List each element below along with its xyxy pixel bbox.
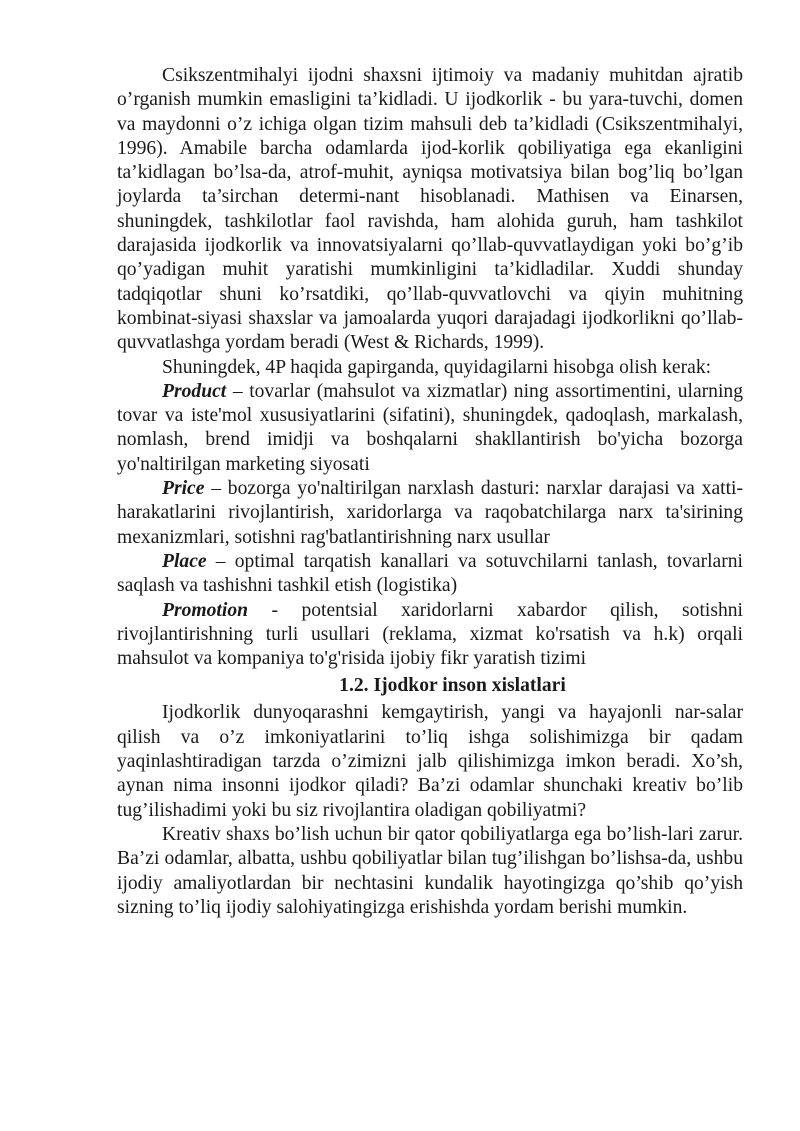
term-promotion: Promotion [162,599,249,621]
term-product: Product [162,380,227,402]
term-place: Place [162,550,207,572]
definition-price: – bozorga yo'naltirilgan narxlash dasturi: narxlar darajasi va xatti-harakatlarini rivojlantirish, xaridorlarga va raqobatchilarga narx ta'sirining mexanizmlari, sotishni rag'batlantirishning narx usullar [117,478,743,548]
section-heading: 1.2. Ijodkor inson xislatlari [339,675,566,697]
document-page [117,64,743,920]
paragraph-4p-intro: Shuningdek, 4P haqida gapirganda, quyidagilarni hisobga olish kerak: [162,356,712,378]
paragraph-kreativ-shaxs: Kreativ shaxs bo’lish uchun bir qator qobiliyatlarga ega bo’lish-lari zarur. Ba’zi odamlar, albatta, ushbu qobiliyatlar bilan tug’ilishgan bo’lishsa-da, ushbu ijodiy amaliyotlardan bir nechtasini kundalik hayotingizga qo’shib qo’yish sizning to’liq ijodiy salohiyatingizga erishishda yordam berishi mumkin. [117,823,743,918]
term-price: Price [162,478,205,500]
paragraph-product [117,380,743,477]
paragraph-place [117,550,743,599]
definition-promotion: - potentsial xaridorlarni xabardor qilish, sotishni rivojlantirishning turli usullari (reklama, xizmat ko'rsatish va h.k) orqali mahsulot va kompaniya to'g'risida ijobiy fikr yaratish tizimi [117,599,743,670]
definition-product: – tovarlar (mahsulot va xizmatlar) ning assortimentini, ularning tovar va iste'mol xususiyatlarini (sifatini), shuningdek, qadoqlash, markalash, nomlash, brend imidji va boshqalarni shakllantirish bo'yicha bozorga yo'naltirilgan marketing siyosati [117,380,743,475]
paragraph-promotion [117,599,743,672]
paragraph-csikszentmihalyi: Csikszentmihalyi ijodni shaxsni ijtimoiy va madaniy muhitdan ajratib o’rganish mumkin emasligini ta’kidladi. U ijodkorlik - bu yara-tuvchi, domen va maydonni o’z ichiga olgan tizim mahsuli deb ta’kidladi (Csikszentmihalyi, 1996). Amabile barcha odamlarda ijod-korlik qobiliyatiga ega ekanligini ta’kidlagan bo’lsa-da, atrof-muhit, ayniqsa motivatsiya bilan bog’liq bo’lgan joylarda ta’sirchan determi-nant hisoblanadi. Mathisen va Einarsen, shuningdek, tashkilotlar faol ravishda, ham alohida guruh, ham tashkilot darajasida ijodkorlik va innovatsiyalarni qo’llab-quvvatlaydigan yoki bo’g’ib qo’yadigan muhit yaratishi mumkinligini ta’kidladilar. Xuddi shunday tadqiqotlar shuni ko’rsatdiki, qo’llab-quvvatlovchi va qiyin muhitning kombinat-siyasi shaxslar va jamoalarda yuqori darajadagi ijodkorlikni qo’llab-quvvatlashga yordam beradi (West & Richards, 1999). [117,65,743,354]
definition-place: – optimal tarqatish kanallari va sotuvchilarni tanlash, tovarlarni saqlash va tashishni tashkil etish (logistika) [117,550,743,597]
paragraph-ijodkorlik: Ijodkorlik dunyoqarashni kemgaytirish, yangi va hayajonli nar-salar qilish va o’z imkoniyatlarini to’liq ishga solishimizga bir qadam yaqinlashtiradigan tarzda o’zimizni jalb qilishimizga imkon beradi. Xo’sh, aynan nima insonni ijodkor qiladi? Ba’zi odamlar shunchaki kreativ bo’lib tug’ilishadimi yoki bu siz rivojlantira oladigan qobiliyatmi? [117,702,743,821]
paragraph-price [117,477,743,550]
